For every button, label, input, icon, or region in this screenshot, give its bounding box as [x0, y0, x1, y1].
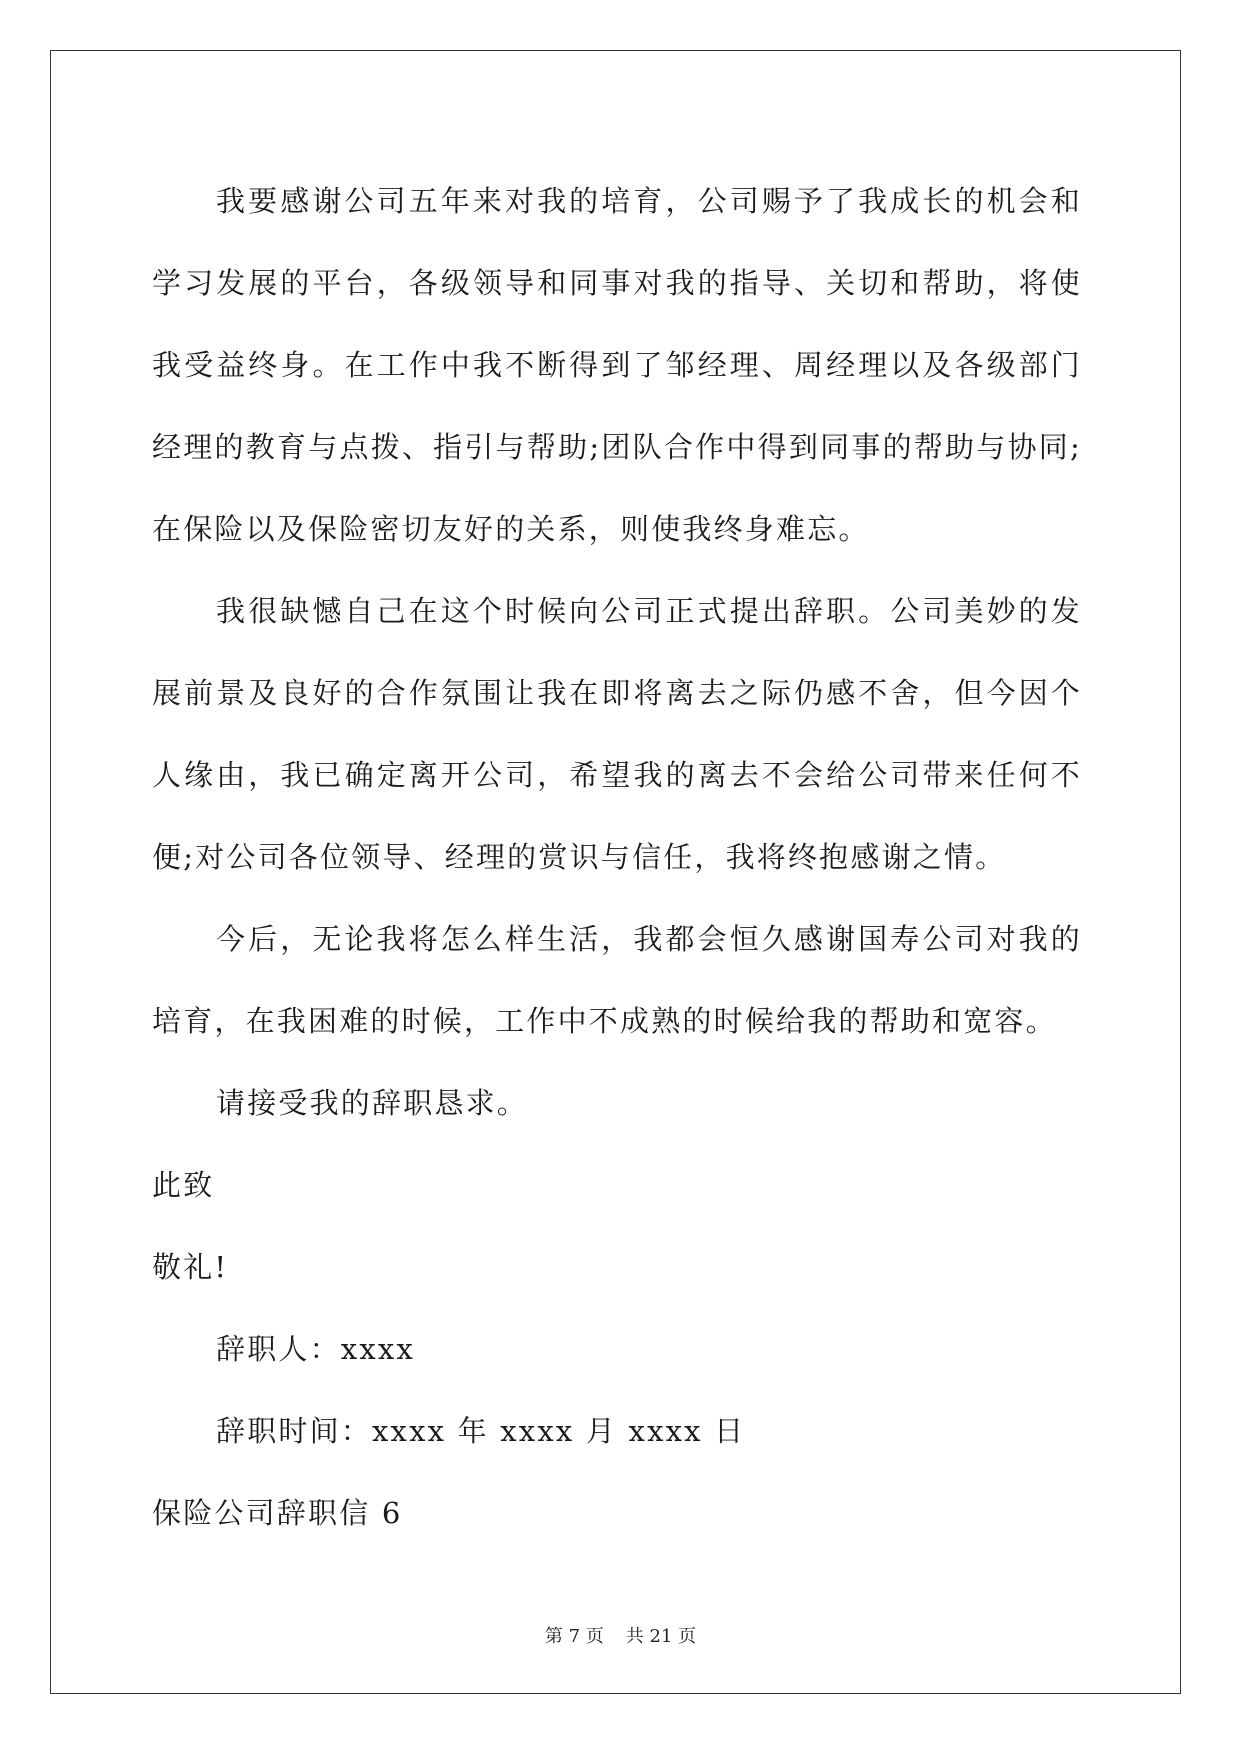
total-pages-label: 共 21 页 [625, 1626, 697, 1647]
date-line: 辞职时间：xxxx 年 xxxx 月 xxxx 日 [216, 1414, 746, 1448]
page-footer [0, 1622, 1241, 1648]
current-page-label: 第 7 页 [544, 1626, 604, 1647]
paragraph-resignation: 我很缺憾自己在这个时候向公司正式提出辞职。公司美妙的发展前景及良好的合作氛围让我在即将离去之际仍感不舍，但今因个人缘由，我已确定离开公司，希望我的离去不会给公司带来任何不便;对公司各位领导、经理的赏识与信任，我将终抱感谢之情。 [152, 594, 1082, 874]
paragraph-request: 请接受我的辞职恳求。 [216, 1086, 529, 1120]
document-body [152, 160, 1082, 1554]
next-section-title: 保险公司辞职信 6 [152, 1496, 403, 1530]
signer-line: 辞职人：xxxx [216, 1332, 416, 1366]
paragraph-gratitude: 我要感谢公司五年来对我的培育，公司赐予了我成长的机会和学习发展的平台，各级领导和同事对我的指导、关切和帮助，将使我受益终身。在工作中我不断得到了邹经理、周经理以及各级部门经理的教育与点拨、指引与帮助;团队合作中得到同事的帮助与协同;在保险以及保险密切友好的关系，则使我终身难忘。 [152, 184, 1082, 546]
paragraph-future: 今后，无论我将怎么样生活，我都会恒久感谢国寿公司对我的培育，在我困难的时候，工作中不成熟的时候给我的帮助和宽容。 [152, 922, 1082, 1038]
closing-regards: 敬礼! [152, 1250, 229, 1284]
closing-salutation: 此致 [152, 1168, 215, 1202]
